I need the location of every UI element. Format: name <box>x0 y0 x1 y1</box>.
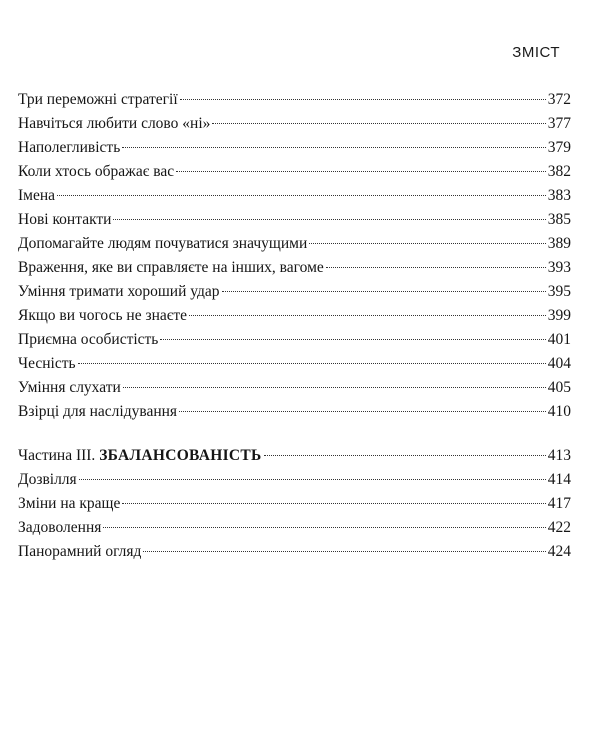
dot-leader <box>122 147 545 148</box>
toc-entry[interactable] <box>18 256 571 280</box>
toc-entry[interactable] <box>18 136 571 160</box>
toc-entry-title: Уміння слухати <box>18 379 121 396</box>
toc-entry[interactable] <box>18 88 571 112</box>
toc-entry[interactable] <box>18 400 571 424</box>
toc-entry-title: Якщо ви чогось не знаєте <box>18 307 188 324</box>
toc-entry[interactable] <box>18 352 571 376</box>
toc-entry-title: Нові контакти <box>18 211 112 228</box>
dot-leader <box>143 551 545 552</box>
toc-entry[interactable] <box>18 232 571 256</box>
dot-leader <box>103 527 545 528</box>
part-heading-page: 413 <box>547 447 571 464</box>
toc-entry-page: 422 <box>547 519 571 536</box>
dot-leader <box>160 339 545 340</box>
toc-entry-title: Коли хтось ображає вас <box>18 163 175 180</box>
toc-entry-title: Три переможні стратегії <box>18 91 178 108</box>
toc-entry-page: 414 <box>547 471 571 488</box>
toc-entry-page: 372 <box>547 91 571 108</box>
dot-leader <box>113 219 545 220</box>
toc-entry-page: 410 <box>547 403 571 420</box>
toc-entry[interactable] <box>18 280 571 304</box>
toc-entry-page: 377 <box>547 115 571 132</box>
toc-entry-title: Приємна особистість <box>18 331 159 348</box>
dot-leader <box>222 291 546 292</box>
dot-leader <box>79 479 546 480</box>
toc-entry-title: Дозвілля <box>18 471 77 488</box>
toc-entry[interactable] <box>18 468 571 492</box>
toc-entry-page: 417 <box>547 495 571 512</box>
dot-leader <box>180 99 546 100</box>
table-of-contents <box>18 88 571 564</box>
toc-entry-page: 382 <box>547 163 571 180</box>
toc-entry-title: Допомагайте людям почуватися значущими <box>18 235 308 252</box>
toc-entry-page: 405 <box>547 379 571 396</box>
toc-entry-title: Навчіться любити слово «ні» <box>18 115 211 132</box>
toc-entry-page: 379 <box>547 139 571 156</box>
toc-entry-page: 399 <box>547 307 571 324</box>
toc-entry-title: Уміння тримати хороший удар <box>18 283 220 300</box>
toc-entry[interactable] <box>18 112 571 136</box>
toc-entry-page: 395 <box>547 283 571 300</box>
toc-entry-title: Зміни на краще <box>18 495 121 512</box>
toc-entry[interactable] <box>18 540 571 564</box>
toc-group-2 <box>18 444 571 564</box>
toc-group-1 <box>18 88 571 424</box>
dot-leader <box>212 123 545 124</box>
toc-entry[interactable] <box>18 492 571 516</box>
toc-entry-page: 383 <box>547 187 571 204</box>
dot-leader <box>179 411 546 412</box>
toc-entry-page: 404 <box>547 355 571 372</box>
toc-entry[interactable] <box>18 184 571 208</box>
toc-entry-page: 389 <box>547 235 571 252</box>
part-heading-name: ЗБАЛАНСОВАНІСТЬ <box>99 447 262 464</box>
part-heading-prefix: Частина III. <box>18 447 96 464</box>
toc-entry-page: 424 <box>547 543 571 560</box>
section-gap <box>18 424 571 444</box>
toc-entry-title: Панорамний огляд <box>18 543 142 560</box>
toc-entry-title: Імена <box>18 187 56 204</box>
toc-entry-page: 401 <box>547 331 571 348</box>
toc-entry-title: Задоволення <box>18 519 102 536</box>
dot-leader <box>57 195 546 196</box>
dot-leader <box>78 363 546 364</box>
toc-entry[interactable] <box>18 376 571 400</box>
dot-leader <box>122 503 545 504</box>
dot-leader <box>309 243 546 244</box>
toc-entry-page: 385 <box>547 211 571 228</box>
toc-entry[interactable] <box>18 328 571 352</box>
toc-part-heading[interactable] <box>18 444 571 468</box>
toc-entry-title: Враження, яке ви справляєте на інших, вагоме <box>18 259 324 276</box>
toc-entry[interactable] <box>18 516 571 540</box>
dot-leader <box>123 387 546 388</box>
toc-entry-title: Взірці для наслідування <box>18 403 178 420</box>
dot-leader <box>264 455 546 456</box>
dot-leader <box>176 171 546 172</box>
dot-leader <box>326 267 546 268</box>
toc-entry[interactable] <box>18 304 571 328</box>
part-heading-title <box>18 444 262 468</box>
toc-entry-title: Наполегливість <box>18 139 121 156</box>
toc-entry-title: Чесність <box>18 355 76 372</box>
toc-entry-page: 393 <box>547 259 571 276</box>
dot-leader <box>189 315 546 316</box>
toc-entry[interactable] <box>18 208 571 232</box>
toc-entry[interactable] <box>18 160 571 184</box>
running-head: ЗМІСТ <box>512 44 560 61</box>
